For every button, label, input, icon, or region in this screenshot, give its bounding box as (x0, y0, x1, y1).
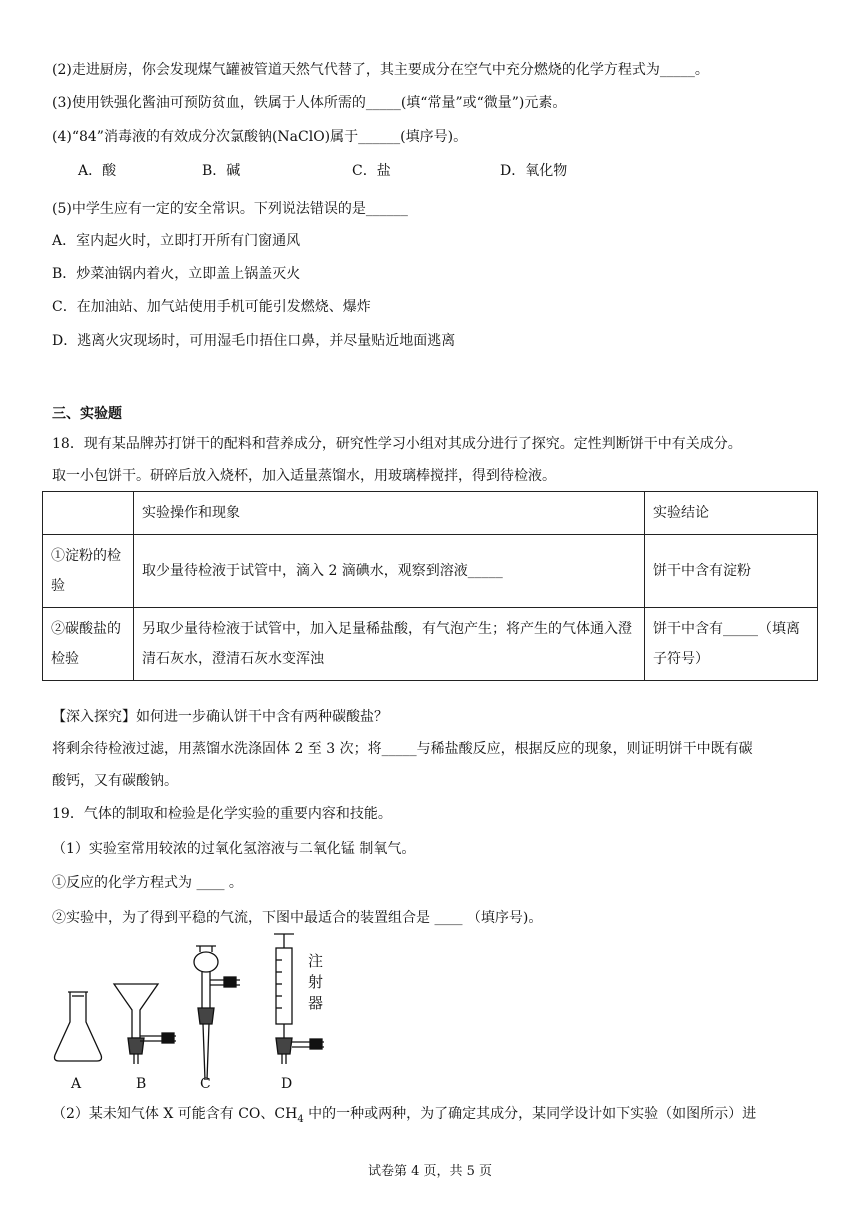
apparatus-label-c: C (200, 1076, 211, 1092)
option-d: D．氧化物 (500, 163, 568, 179)
q17-part4: (4)“84”消毒液的有效成分次氯酸钠(NaClO)属于______(填序号)。 (52, 129, 468, 145)
table-cell-operation: 另取少量待检液于试管中，加入足量稀盐酸，有气泡产生；将产生的气体通入澄清石灰水，澄清石灰水变浑浊 (134, 608, 645, 681)
apparatus-label-b: B (136, 1076, 147, 1092)
q19-intro: 19．气体的制取和检验是化学实验的重要内容和技能。 (52, 806, 392, 822)
table-cell-label: ①淀粉的检验 (43, 535, 134, 608)
conical-flask-icon (55, 992, 102, 1061)
apparatus-figure (40, 930, 360, 1095)
apparatus-label-a: A (71, 1076, 82, 1092)
q18-explore-line1: 将剩余待检液过滤，用蒸馏水洗涤固体 2 至 3 次；将_____与稀盐酸反应，根据反应的现象，则证明饼干中既有碳 (52, 741, 753, 757)
q18-explore-title: 【深入探究】如何进一步确认饼干中含有两种碳酸盐？ (52, 709, 388, 725)
apparatus-label-d: D (281, 1076, 293, 1092)
q19-part1-b: ②实验中，为了得到平稳的气流，下图中最适合的装置组合是 ____ （填序号)。 (52, 910, 543, 926)
q19-part1: （1）实验室常用较浓的过氧化氢溶液与二氧化锰 制氧气。 (52, 841, 416, 857)
q17-part5-option-a: A．室内起火时，立即打开所有门窗通风 (52, 233, 301, 249)
formula-subscript: 4 (297, 1113, 304, 1125)
separatory-funnel-icon (194, 946, 240, 1080)
table-row (43, 535, 818, 608)
syringe-label-char: 注 (308, 952, 324, 970)
q17-part4-options (64, 160, 664, 180)
q17-part2: (2)走进厨房，你会发现煤气罐被管道天然气代替了，其主要成分在空气中充分燃烧的化学方程式为_____。 (52, 62, 709, 78)
table-cell-conclusion: 饼干中含有_____（填离子符号） (645, 608, 818, 681)
q18-explore-line2: 酸钙，又有碳酸钠。 (52, 773, 178, 789)
q19-part2-suffix: 中的一种或两种，为了确定其成分，某同学设计如下实验（如图所示）进 (303, 1106, 757, 1122)
table-header-cell: 实验操作和现象 (134, 492, 645, 535)
table-header-cell: 实验结论 (645, 492, 818, 535)
q17-part5-option-b: B．炒菜油锅内着火，立即盖上锅盖灭火 (52, 266, 301, 282)
q17-part5-option-c: C．在加油站、加气站使用手机可能引发燃烧、爆炸 (52, 299, 371, 315)
table-row (43, 608, 818, 681)
table-cell-label: ②碳酸盐的检验 (43, 608, 134, 681)
table-header-row (43, 492, 818, 535)
section-title: 三、实验题 (52, 406, 122, 422)
q17-part5: (5)中学生应有一定的安全常识。下列说法错误的是______ (52, 201, 408, 217)
table-cell-operation: 取少量待检液于试管中，滴入 2 滴碘水，观察到溶液_____ (134, 535, 645, 608)
table-header-cell (43, 492, 134, 535)
funnel-apparatus-icon (114, 984, 176, 1064)
q17-part3: (3)使用铁强化酱油可预防贫血，铁属于人体所需的_____(填“常量”或“微量”)元素。 (52, 95, 567, 111)
option-b: B．碱 (202, 163, 241, 179)
experiment-table (42, 491, 818, 681)
q19-part1-a: ①反应的化学方程式为 ____ 。 (52, 875, 243, 891)
q19-part2-prefix: （2）某未知气体 X 可能含有 CO、 (52, 1106, 275, 1122)
q19-part2 (52, 1104, 756, 1130)
table-cell-conclusion: 饼干中含有淀粉 (645, 535, 818, 608)
syringe-label-char: 器 (308, 994, 324, 1012)
syringe-label-char: 射 (308, 973, 324, 991)
option-a: A．酸 (78, 163, 117, 179)
q18-intro-line2: 取一小包饼干。研碎后放入烧杯，加入适量蒸馏水，用玻璃棒搅拌，得到待检液。 (52, 468, 556, 484)
q17-part5-option-d: D．逃离火灾现场时，可用湿毛巾捂住口鼻，并尽量贴近地面逃离 (52, 333, 456, 349)
chemical-formula: CH (274, 1106, 298, 1122)
q18-intro-line1: 18．现有某品牌苏打饼干的配料和营养成分，研究性学习小组对其成分进行了探究。定性判断饼干中有关成分。 (52, 436, 742, 452)
page-footer: 试卷第 4 页，共 5 页 (367, 1164, 493, 1179)
option-c: C．盐 (352, 163, 391, 179)
